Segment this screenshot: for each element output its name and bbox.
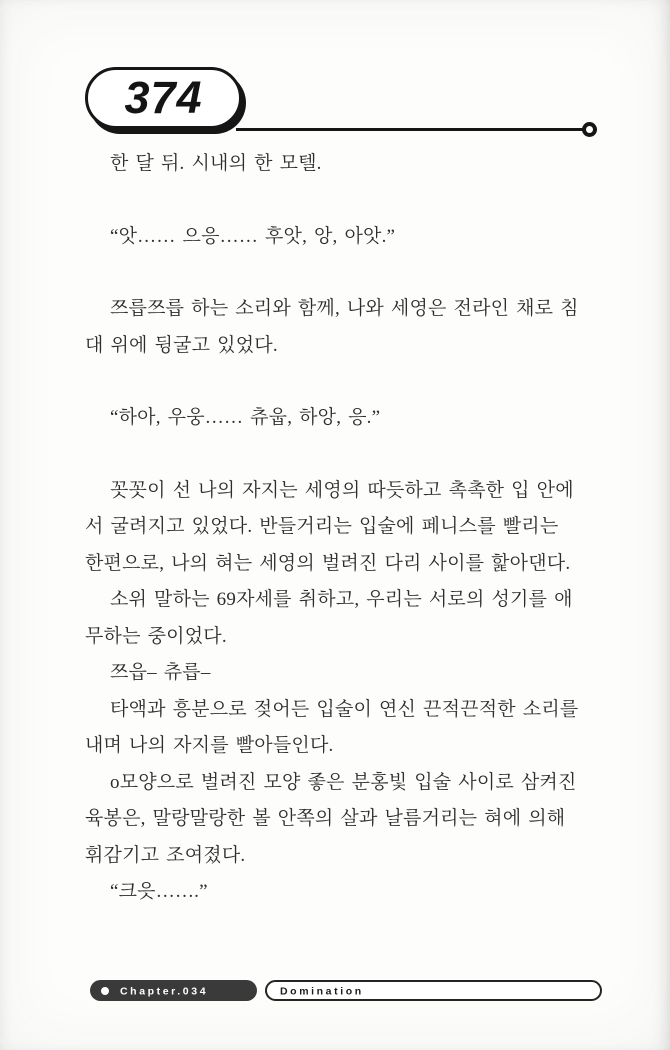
page-number-badge (85, 67, 242, 129)
text-line: 쯔릅쯔릅 하는 소리와 함께, 나와 세영은 전라인 채로 침 (110, 298, 579, 319)
chapter-label: Chapter.034 (120, 985, 209, 997)
footer-title-badge (265, 980, 602, 1001)
body-text (85, 146, 590, 911)
text-line: 육봉은, 말랑말랑한 볼 안쪽의 살과 날름거리는 혀에 의해 (85, 808, 566, 829)
text-line: 한 달 뒤. 시내의 한 모텔. (110, 153, 322, 174)
book-title-label: Domination (280, 985, 364, 997)
text-line: 내며 나의 자지를 빨아들인다. (85, 735, 334, 756)
text-line: 타액과 흥분으로 젖어든 입술이 연신 끈적끈적한 소리를 (110, 698, 579, 720)
text-line: 무하는 중이었다. (85, 625, 227, 647)
text-line: 휘감기고 조여졌다. (85, 844, 246, 866)
text-line: “앗…… 으응…… 후앗, 앙, 아앗.” (110, 225, 396, 247)
text-line: 꼿꼿이 선 나의 자지는 세영의 따듯하고 촉촉한 입 안에 (110, 479, 574, 501)
chapter-bullet-icon (101, 987, 109, 995)
text-line: “크읏…….” (110, 881, 208, 902)
text-line: o모양으로 벌려진 모양 좋은 분홍빛 입술 사이로 삼켜진 (110, 771, 577, 793)
text-line: 한편으로, 나의 혀는 세영의 벌려진 다리 사이를 핥아댄다. (85, 552, 571, 574)
header-rule (236, 128, 586, 131)
page-number: 374 (124, 71, 203, 123)
text-line: 대 위에 뒹굴고 있었다. (85, 334, 278, 356)
text-line: “하아, 우웅…… 츄웁, 하앙, 응.” (110, 407, 381, 428)
rule-end-ring-icon (582, 122, 597, 137)
text-line: 소위 말하는 69자세를 취하고, 우리는 서로의 성기를 애 (110, 589, 573, 610)
text-line: 서 굴려지고 있었다. 반들거리는 입술에 페니스를 빨리는 (85, 516, 559, 537)
footer-chapter-badge (90, 980, 257, 1001)
text-line: 쯔읍– 츄릅– (110, 662, 211, 683)
